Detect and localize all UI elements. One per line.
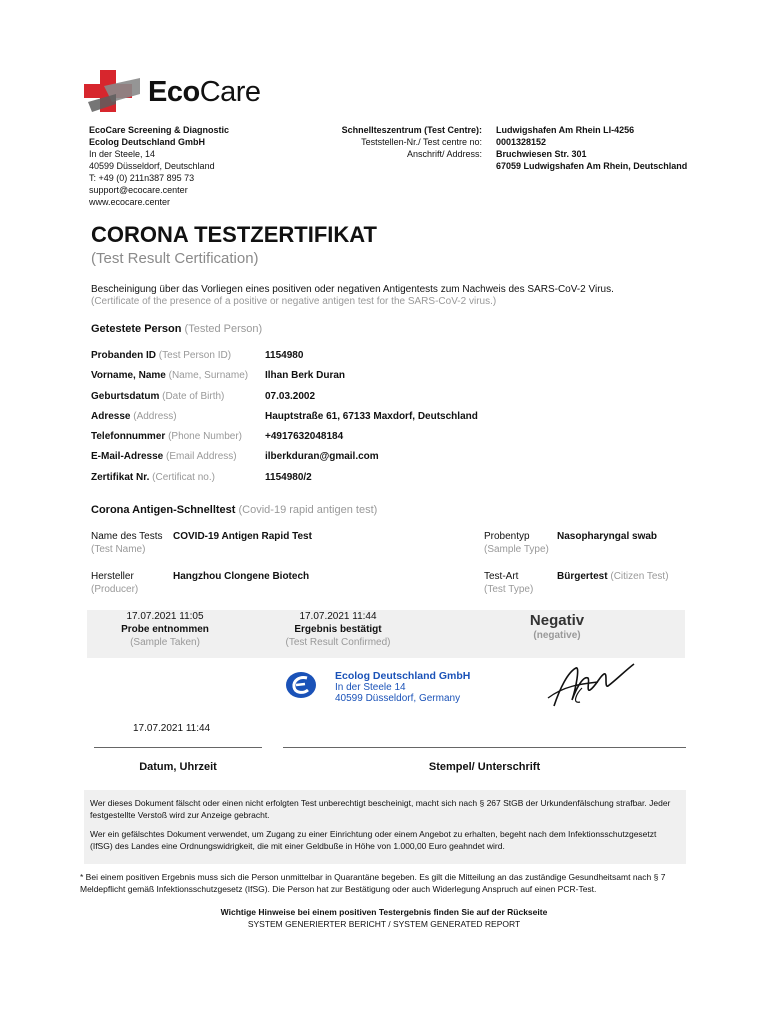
test-type-value-en: (Citizen Test) <box>610 571 669 582</box>
issuer-line: EcoCare Screening & Diagnostic <box>89 125 230 135</box>
centre-value: 67059 Ludwigshafen Am Rhein, Deutschland <box>496 161 688 171</box>
date-line <box>94 747 262 748</box>
row-label: E-Mail-Adresse <box>91 451 164 462</box>
row-label-en: (Phone Number) <box>168 431 242 442</box>
sample-type-label-en: (Sample Type) <box>484 544 549 555</box>
legal-notice <box>84 790 686 864</box>
row-label: Probanden ID <box>91 350 157 361</box>
phone-label <box>91 431 242 442</box>
test-name-label: Name des Tests <box>91 531 163 542</box>
sample-taken-label: Probe entnommen <box>121 624 209 635</box>
producer-value: Hangzhou Clongene Biotech <box>173 571 310 582</box>
result-confirmed-label-en: (Test Result Confirmed) <box>285 637 391 648</box>
centre-label: Schnellteszentrum (Test Centre): <box>341 125 482 135</box>
test-name-value: COVID-19 Antigen Rapid Test <box>173 531 312 542</box>
sample-taken-label-en: (Sample Taken) <box>130 637 200 648</box>
sample-type-value: Nasopharyngal swab <box>557 531 658 542</box>
issuer-address <box>89 124 229 208</box>
row-label-en: (Address) <box>133 411 177 422</box>
birth-date-value: 07.03.2002 <box>265 391 316 402</box>
stamp-line: 40599 Düsseldorf, Germany <box>335 693 461 704</box>
centre-value: Bruchwiesen Str. 301 <box>496 149 587 159</box>
section-title-en: (Covid-19 rapid antigen test) <box>238 504 378 516</box>
result-value-en: (negative) <box>533 630 581 641</box>
test-type-value-de: Bürgertest <box>557 571 608 582</box>
sample-taken <box>90 611 240 648</box>
signature-line <box>283 747 686 748</box>
antigen-test-heading <box>91 504 377 516</box>
email-value: ilberkduran@gmail.com <box>265 451 379 462</box>
row-label-en: (Date of Birth) <box>162 391 225 402</box>
row-label: Geburtsdatum <box>91 391 160 402</box>
producer-label-en: (Producer) <box>91 584 139 595</box>
centre-label: Anschrift/ Address: <box>406 149 482 159</box>
row-label-en: (Certificat no.) <box>152 472 215 483</box>
email-label <box>91 451 237 462</box>
test-centre-values <box>496 124 687 172</box>
row-label-en: (Email Address) <box>166 451 237 462</box>
sample-type-label: Probentyp <box>484 531 530 542</box>
address-label <box>91 411 177 422</box>
row-label: Adresse <box>91 411 131 422</box>
issuer-line: 40599 Düsseldorf, Deutschland <box>89 161 215 171</box>
result-confirmed <box>263 611 413 648</box>
centre-value: Ludwigshafen Am Rhein LI-4256 <box>496 125 635 135</box>
issuer-line: Ecolog Deutschland GmbH <box>89 137 206 147</box>
certificate-no-label <box>91 472 215 483</box>
signature-icon <box>546 658 638 714</box>
producer-label: Hersteller <box>91 571 134 582</box>
issuer-line: In der Steele, 14 <box>89 149 156 159</box>
sample-taken-time: 17.07.2021 11:05 <box>126 611 204 622</box>
issuer-line: support@ecocare.center <box>89 185 188 195</box>
description: Bescheinigung über das Vorliegen eines positiven oder negativen Antigentests zum Nachweis des SARS-CoV-2 Virus. <box>91 284 614 295</box>
test-type-value <box>557 571 669 582</box>
stamp-logo-icon <box>285 669 317 701</box>
footnote: * Bei einem positiven Ergebnis muss sich die Person unmittelbar in Quarantäne begeben. Es gilt die Mitteilung an das zuständige Gesundheitsamt nach § 7 Meldepflicht gemäß Infektionsschutzgesetz (IfSG). Die Person hat zur Bestätigung oder auch Widerlegung Anspruch auf einen PCR-Test. <box>80 872 666 894</box>
ecocare-logo-icon <box>82 68 142 116</box>
notice-paragraph: Wer dieses Dokument fälscht oder einen nicht erfolgten Test unberechtigt bescheinigt, macht sich nach § 267 StGB der Urkundenfälschung strafbar. Jeder festgestellte Verstoß wird zur Anzeige gebracht. <box>90 798 671 820</box>
result-confirmed-label: Ergebnis bestätigt <box>294 624 382 635</box>
signature-date: 17.07.2021 11:44 <box>133 723 211 734</box>
centre-label: Teststellen-Nr./ Test centre no: <box>361 137 482 147</box>
test-centre-labels <box>330 124 482 160</box>
tested-person-heading <box>91 323 262 335</box>
test-name-label-en: (Test Name) <box>91 544 146 555</box>
brand-name <box>148 76 261 109</box>
certificate-no-value: 1154980/2 <box>265 472 312 483</box>
stamp-line: Ecolog Deutschland GmbH <box>335 670 471 682</box>
section-title: Getestete Person <box>91 323 182 335</box>
description-en: (Certificate of the presence of a positive or negative antigen test for the SARS-CoV-2 virus.) <box>91 296 497 307</box>
row-label-en: (Test Person ID) <box>158 350 232 361</box>
test-type-label-en: (Test Type) <box>484 584 534 595</box>
test-result <box>487 612 627 641</box>
section-title-en: (Tested Person) <box>184 323 263 335</box>
person-id-label <box>91 350 231 361</box>
stamp-line: In der Steele 14 <box>335 682 406 693</box>
row-label: Telefonnummer <box>91 431 166 442</box>
result-confirmed-time: 17.07.2021 11:44 <box>299 611 377 622</box>
brand-rest: Care <box>199 76 261 108</box>
birth-date-label <box>91 391 224 402</box>
test-type-label: Test-Art <box>484 571 519 582</box>
row-label-en: (Name, Surname) <box>168 370 249 381</box>
notice-paragraph: Wer ein gefälschtes Dokument verwendet, um Zugang zu einer Einrichtung oder einem Angebot zu erhalten, begeht nach dem Infektionsschutzgesetzt (IfSG) des Landes eine Ordnungswidrigkeit, die mit einer Geldbuße in Höhe von 1.000,00 Euro geahndet wird. <box>90 829 657 851</box>
issuer-line: www.ecocare.center <box>89 197 171 207</box>
result-value: Negativ <box>529 612 585 629</box>
page-title: CORONA TESTZERTIFIKAT <box>91 222 377 247</box>
person-id-value: 1154980 <box>265 350 304 361</box>
section-title: Corona Antigen-Schnelltest <box>91 504 236 516</box>
name-label <box>91 370 248 381</box>
phone-value: +4917632048184 <box>265 431 344 442</box>
row-label: Zertifikat Nr. <box>91 472 150 483</box>
name-value: Ilhan Berk Duran <box>265 370 346 381</box>
footer-note: Wichtige Hinweise bei einem positiven Testergebnis finden Sie auf der Rückseite <box>220 907 548 917</box>
row-label: Vorname, Name <box>91 370 166 381</box>
centre-value: 0001328152 <box>496 137 547 147</box>
page-subtitle: (Test Result Certification) <box>91 250 259 267</box>
address-value: Hauptstraße 61, 67133 Maxdorf, Deutschland <box>265 411 478 422</box>
date-time-label: Datum, Uhrzeit <box>139 761 217 773</box>
footer-system-report: SYSTEM GENERIERTER BERICHT / SYSTEM GENERATED REPORT <box>247 919 521 929</box>
stamp-signature-label: Stempel/ Unterschrift <box>428 761 541 773</box>
brand-bold: Eco <box>148 76 200 108</box>
issuer-line: T: +49 (0) 211n387 895 73 <box>89 173 195 183</box>
stamp <box>335 670 470 704</box>
